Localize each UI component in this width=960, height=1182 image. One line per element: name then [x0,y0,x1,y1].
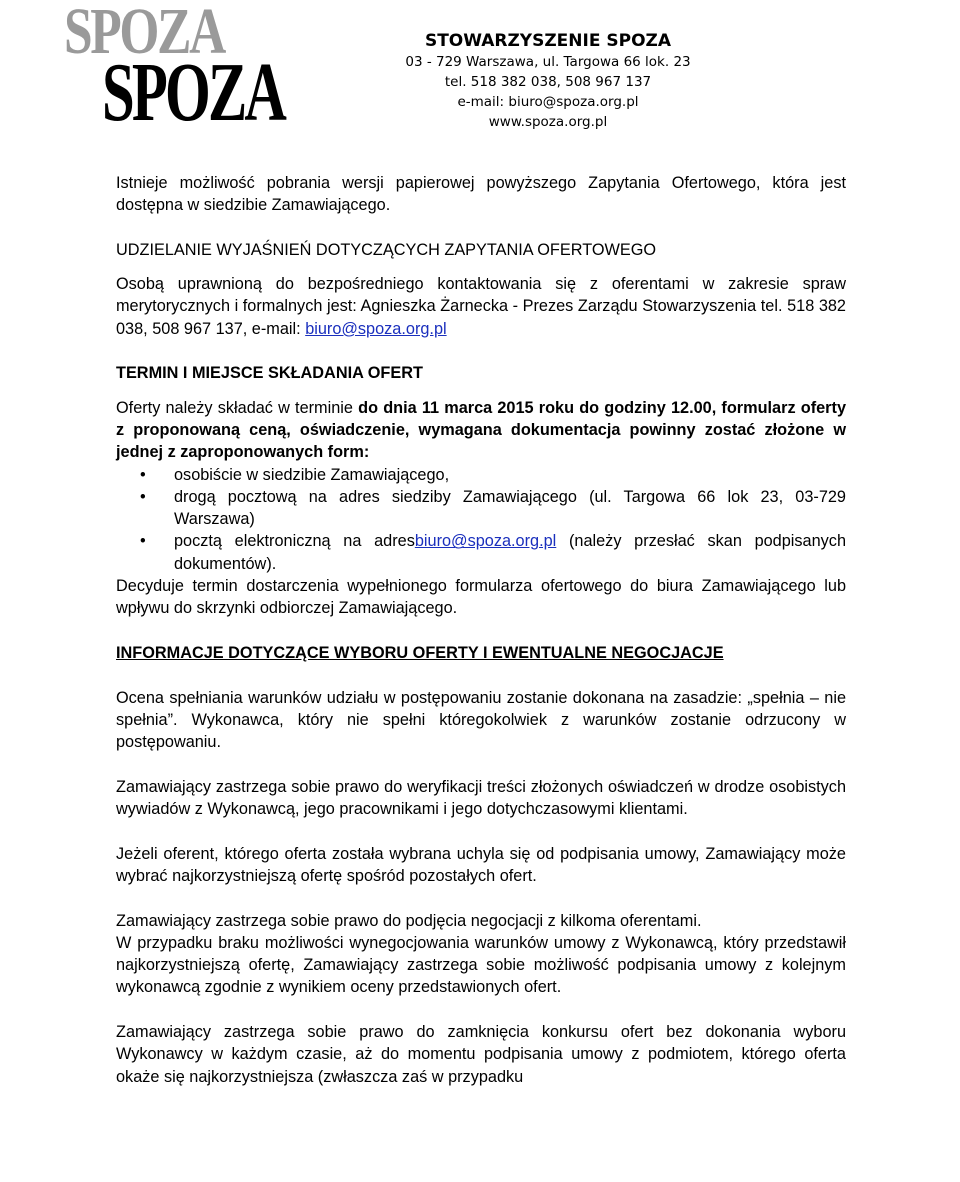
logo [60,0,285,140]
selection-paragraph-4a: Zamawiający zastrzega sobie prawo do podjęcia negocjacji z kilkoma oferentami. [116,911,702,930]
list-item-text: drogą pocztową na adres siedziby Zamawiającego (ul. Targowa 66 lok 23, 03-729 Warszawa) [174,487,846,529]
selection-paragraph-5: Zamawiający zastrzega sobie prawo do zamknięcia konkursu ofert bez dokonania wyboru Wykonawcy w każdym czasie, aż do momentu podpisania umowy z podmiotem, którego oferta okaże się najkorzystniejsza (zwłaszcza zaś w przypadku [116,1022,846,1086]
selection-paragraph-2: Zamawiający zastrzega sobie prawo do weryfikacji treści złożonych oświadczeń w drodze osobistych wywiadów z Wykonawcą, jego pracownikami i jego dotychczasowymi klientami. [116,777,846,819]
deadline-decision-paragraph: Decyduje termin dostarczenia wypełnionego formularza ofertowego do biura Zamawiającego lub wpływu do skrzynki odbiorczej Zamawiającego. [116,577,846,618]
email-link[interactable]: biuro@spoza.org.pl [414,532,557,551]
deadline-text: Oferty należy składać w terminie [116,398,359,417]
selection-paragraph-4b: W przypadku braku możliwości wynegocjowania warunków umowy z Wykonawcą, który przedstawił najkorzystniejszą ofertę, Zamawiający zastrzega sobie możliwość podpisania umowy z kolejnym wykonawcą zgodnie z wynikiem oceny przedstawionych ofert. [116,933,846,997]
selection-paragraph-1: Ocena spełniania warunków udziału w postępowaniu zostanie dokonana na zasadzie: „spełnia – nie spełnia”. Wykonawca, który nie spełni któregokolwiek z warunków zostanie odrzucony w postępowaniu. [116,688,846,752]
logo-text-shadow: SPOZA [64,0,224,68]
organization-email: e-mail: biuro@spoza.org.pl [457,94,639,110]
document-body [116,172,846,1088]
clarifications-paragraph [116,273,846,340]
list-item-text: osobiście w siedzibie Zamawiającego, [174,465,450,484]
section-heading-clarifications: UDZIELANIE WYJAŚNIEŃ DOTYCZĄCYCH ZAPYTANIA OFERTOWEGO [116,240,657,259]
organization-address: 03 - 729 Warszawa, ul. Targowa 66 lok. 23 [405,54,691,70]
list-item [116,530,846,575]
bullet-icon: • [140,532,146,551]
list-item [116,464,846,486]
organization-name: STOWARZYSZENIE SPOZA [424,31,672,51]
organization-header [340,30,756,132]
bullet-icon: • [140,487,146,506]
list-item [116,486,846,531]
section-heading-deadline: TERMIN I MIEJSCE SKŁADANIA OFERT [116,364,423,383]
selection-paragraph-3: Jeżeli oferent, którego oferta została wybrana uchyla się od podpisania umowy, Zamawiający może wybrać najkorzystniejszą ofertę spośród pozostałych ofert. [116,844,846,885]
deadline-paragraph [116,397,846,464]
section-heading-selection: INFORMACJE DOTYCZĄCE WYBORU OFERTY I EWENTUALNE NEGOCJACJE [116,643,724,662]
list-item-text: pocztą elektroniczną na adres [174,532,415,551]
list-item-text: (należy przesłać skan podpisanych dokumentów). [174,532,846,573]
email-link[interactable]: biuro@spoza.org.pl [305,319,447,338]
clarifications-text: Osobą uprawnioną do bezpośredniego kontaktowania się z oferentami w zakresie spraw merytorycznych i formalnych jest: Agnieszka Żarnecka - Prezes Zarządu Stowarzyszenia tel. 518 382 038, 508 967 137, e-mail: [116,275,846,338]
organization-phone: tel. 518 382 038, 508 967 137 [444,74,652,90]
organization-website: www.spoza.org.pl [488,114,608,130]
logo-text: SPOZA [102,46,285,139]
intro-paragraph: Istnieje możliwość pobrania wersji papierowej powyższego Zapytania Ofertowego, która jest dostępna w siedzibie Zamawiającego. [116,174,846,215]
deadline-bold-text: do dnia 11 marca 2015 roku do godziny 12.00, formularz oferty z proponowaną ceną, oświadczenie, wymagana dokumentacja powinny zostać złożone w jednej z zaproponowanych form: [116,398,846,462]
submission-forms-list [116,464,846,575]
bullet-icon: • [140,465,146,484]
